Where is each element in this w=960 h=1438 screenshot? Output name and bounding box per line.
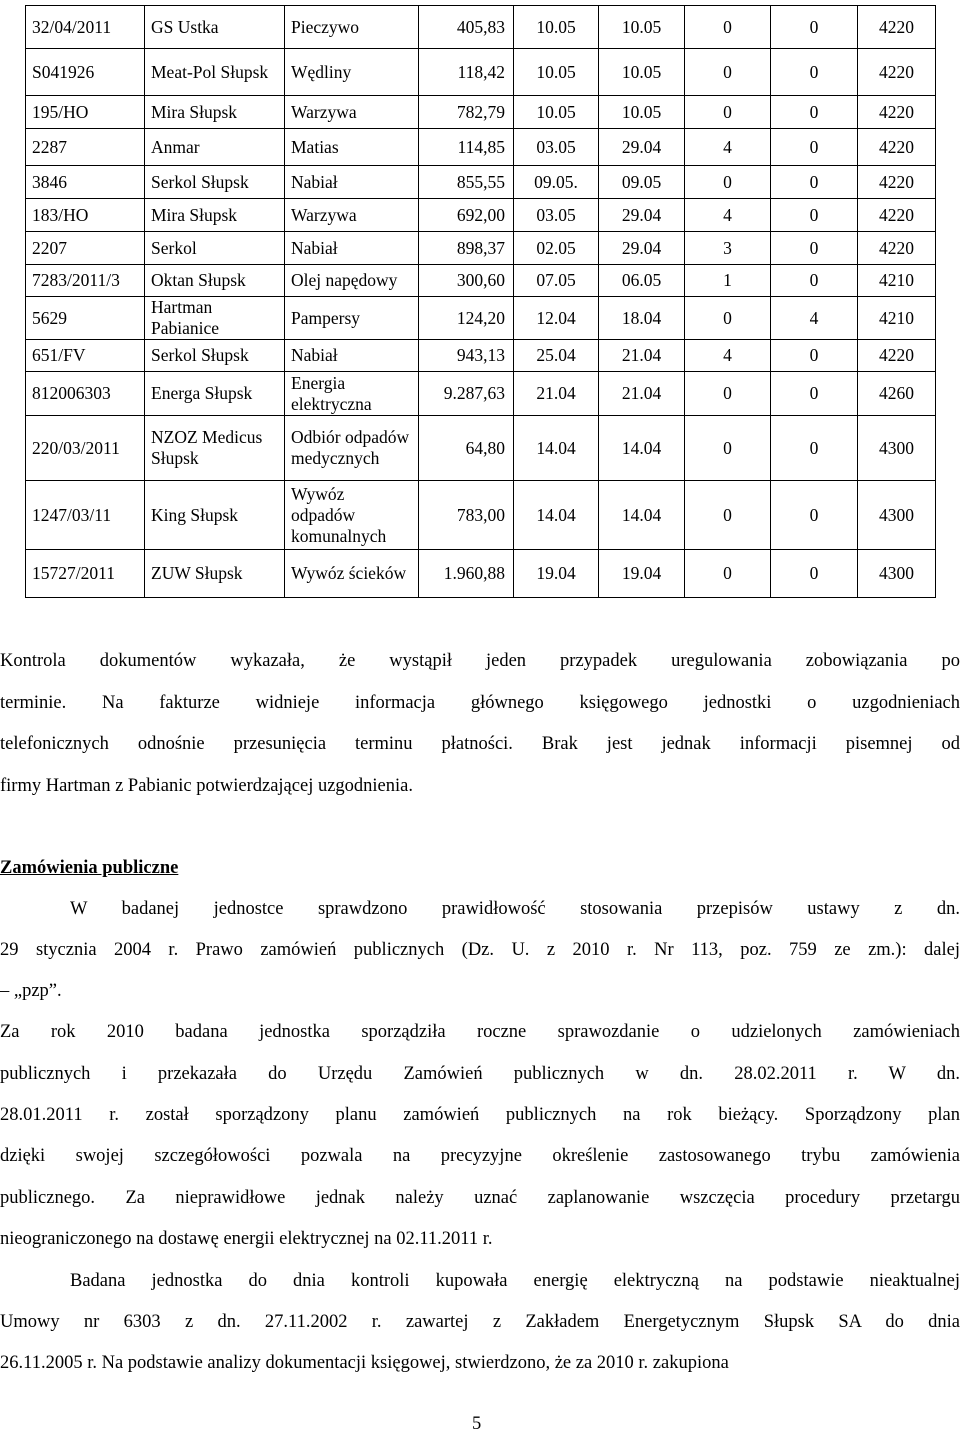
cell-item: Pampersy bbox=[285, 297, 419, 340]
cell-days-early: 0 bbox=[771, 166, 858, 199]
text-line: W badanej jednostce sprawdzono prawidłowość stosowania przepisów ustawy z dn. bbox=[70, 899, 960, 919]
cell-days-early: 0 bbox=[771, 49, 858, 96]
cell-account: 4300 bbox=[858, 481, 936, 550]
cell-days-late: 0 bbox=[685, 166, 771, 199]
cell-days-early: 4 bbox=[771, 297, 858, 340]
cell-amount: 782,79 bbox=[419, 96, 514, 129]
table-row bbox=[26, 340, 936, 372]
cell-invoice-number: 3846 bbox=[26, 166, 145, 199]
cell-amount: 114,85 bbox=[419, 129, 514, 166]
cell-supplier: NZOZ Medicus Słupsk bbox=[145, 416, 285, 481]
cell-supplier: Energa Słupsk bbox=[145, 372, 285, 416]
cell-days-early: 0 bbox=[771, 96, 858, 129]
cell-days-late: 0 bbox=[685, 297, 771, 340]
cell-item: Pieczywo bbox=[285, 6, 419, 49]
cell-amount: 118,42 bbox=[419, 49, 514, 96]
text-line: nieograniczonego na dostawę energii elektrycznej na 02.11.2011 r. bbox=[0, 1229, 493, 1249]
cell-account: 4220 bbox=[858, 129, 936, 166]
cell-account: 4220 bbox=[858, 166, 936, 199]
cell-days-late: 1 bbox=[685, 265, 771, 297]
table-row bbox=[26, 6, 936, 49]
cell-amount: 124,20 bbox=[419, 297, 514, 340]
table-row bbox=[26, 550, 936, 598]
cell-amount: 9.287,63 bbox=[419, 372, 514, 416]
cell-days-early: 0 bbox=[771, 232, 858, 265]
cell-account: 4220 bbox=[858, 49, 936, 96]
cell-invoice-number: 2287 bbox=[26, 129, 145, 166]
table-row bbox=[26, 166, 936, 199]
cell-days-early: 0 bbox=[771, 372, 858, 416]
cell-item: Odbiór odpadów medycznych bbox=[285, 416, 419, 481]
cell-supplier: Anmar bbox=[145, 129, 285, 166]
cell-invoice-number: 812006303 bbox=[26, 372, 145, 416]
cell-item: Nabiał bbox=[285, 340, 419, 372]
cell-due-date: 09.05. bbox=[514, 166, 599, 199]
cell-item: Wywóz odpadów komunalnych bbox=[285, 481, 419, 550]
cell-supplier: Meat-Pol Słupsk bbox=[145, 49, 285, 96]
cell-amount: 300,60 bbox=[419, 265, 514, 297]
cell-days-late: 0 bbox=[685, 49, 771, 96]
text-line: dzięki swojej szczegółowości pozwala na precyzyjne określenie zastosowanego trybu zamówienia bbox=[0, 1146, 960, 1166]
cell-due-date: 02.05 bbox=[514, 232, 599, 265]
cell-invoice-number: 195/HO bbox=[26, 96, 145, 129]
cell-item: Nabiał bbox=[285, 166, 419, 199]
cell-supplier: Serkol Słupsk bbox=[145, 340, 285, 372]
cell-amount: 783,00 bbox=[419, 481, 514, 550]
table-row bbox=[26, 232, 936, 265]
cell-account: 4220 bbox=[858, 340, 936, 372]
cell-days-late: 4 bbox=[685, 199, 771, 232]
text-line: publicznych i przekazała do Urzędu Zamówień publicznych w dn. 28.02.2011 r. W dn. bbox=[0, 1064, 960, 1084]
cell-supplier: Mira Słupsk bbox=[145, 199, 285, 232]
text-line: publicznego. Za nieprawidłowe jednak należy uznać zaplanowanie wszczęcia procedury przetargu bbox=[0, 1188, 960, 1208]
cell-supplier: King Słupsk bbox=[145, 481, 285, 550]
cell-payment-date: 06.05 bbox=[599, 265, 685, 297]
cell-payment-date: 10.05 bbox=[599, 49, 685, 96]
text-line: Badana jednostka do dnia kontroli kupowała energię elektryczną na podstawie nieaktualnej bbox=[70, 1271, 960, 1291]
cell-account: 4300 bbox=[858, 416, 936, 481]
cell-invoice-number: S041926 bbox=[26, 49, 145, 96]
cell-item: Matias bbox=[285, 129, 419, 166]
cell-amount: 692,00 bbox=[419, 199, 514, 232]
page-number: 5 bbox=[472, 1414, 482, 1434]
text-line: Za rok 2010 badana jednostka sporządziła roczne sprawozdanie o udzielonych zamówieniach bbox=[0, 1022, 960, 1042]
cell-payment-date: 29.04 bbox=[599, 129, 685, 166]
text-line: 28.01.2011 r. został sporządzony planu zamówień publicznych na rok bieżący. Sporządzony plan bbox=[0, 1105, 960, 1125]
text-line: firmy Hartman z Pabianic potwierdzającej uzgodnienia. bbox=[0, 776, 413, 796]
cell-days-late: 0 bbox=[685, 550, 771, 598]
cell-due-date: 21.04 bbox=[514, 372, 599, 416]
cell-days-late: 3 bbox=[685, 232, 771, 265]
cell-days-early: 0 bbox=[771, 550, 858, 598]
table-row bbox=[26, 265, 936, 297]
cell-payment-date: 19.04 bbox=[599, 550, 685, 598]
cell-item: Warzywa bbox=[285, 199, 419, 232]
cell-days-late: 0 bbox=[685, 372, 771, 416]
cell-invoice-number: 2207 bbox=[26, 232, 145, 265]
cell-days-early: 0 bbox=[771, 6, 858, 49]
cell-account: 4260 bbox=[858, 372, 936, 416]
cell-payment-date: 14.04 bbox=[599, 416, 685, 481]
cell-due-date: 10.05 bbox=[514, 96, 599, 129]
cell-account: 4220 bbox=[858, 96, 936, 129]
text-line: Umowy nr 6303 z dn. 27.11.2002 r. zawartej z Zakładem Energetycznym Słupsk SA do dnia bbox=[0, 1312, 960, 1332]
cell-due-date: 14.04 bbox=[514, 481, 599, 550]
cell-supplier: Oktan Słupsk bbox=[145, 265, 285, 297]
cell-payment-date: 18.04 bbox=[599, 297, 685, 340]
cell-account: 4220 bbox=[858, 199, 936, 232]
table-row bbox=[26, 49, 936, 96]
text-line: terminie. Na fakturze widnieje informacja głównego księgowego jednostki o uzgodnieniach bbox=[0, 693, 960, 713]
cell-days-early: 0 bbox=[771, 199, 858, 232]
cell-due-date: 10.05 bbox=[514, 49, 599, 96]
cell-days-late: 4 bbox=[685, 340, 771, 372]
cell-item: Olej napędowy bbox=[285, 265, 419, 297]
cell-payment-date: 09.05 bbox=[599, 166, 685, 199]
cell-payment-date: 21.04 bbox=[599, 372, 685, 416]
text-line: telefonicznych odnośnie przesunięcia terminu płatności. Brak jest jednak informacji pisemnej od bbox=[0, 734, 960, 754]
text-line: 29 stycznia 2004 r. Prawo zamówień publicznych (Dz. U. z 2010 r. Nr 113, poz. 759 ze zm.): dalej bbox=[0, 940, 960, 960]
cell-account: 4220 bbox=[858, 232, 936, 265]
cell-amount: 64,80 bbox=[419, 416, 514, 481]
table-row bbox=[26, 481, 936, 550]
cell-account: 4210 bbox=[858, 297, 936, 340]
text-line: 26.11.2005 r. Na podstawie analizy dokumentacji księgowej, stwierdzono, że za 2010 r. zakupiona bbox=[0, 1353, 729, 1373]
cell-account: 4210 bbox=[858, 265, 936, 297]
text-line: – „pzp”. bbox=[0, 981, 62, 1001]
cell-days-early: 0 bbox=[771, 416, 858, 481]
cell-days-early: 0 bbox=[771, 129, 858, 166]
cell-invoice-number: 1247/03/11 bbox=[26, 481, 145, 550]
cell-amount: 898,37 bbox=[419, 232, 514, 265]
table-row bbox=[26, 297, 936, 340]
cell-invoice-number: 5629 bbox=[26, 297, 145, 340]
cell-due-date: 10.05 bbox=[514, 6, 599, 49]
cell-days-late: 0 bbox=[685, 96, 771, 129]
cell-amount: 855,55 bbox=[419, 166, 514, 199]
cell-due-date: 19.04 bbox=[514, 550, 599, 598]
cell-invoice-number: 15727/2011 bbox=[26, 550, 145, 598]
cell-days-late: 0 bbox=[685, 6, 771, 49]
cell-invoice-number: 7283/2011/3 bbox=[26, 265, 145, 297]
cell-item: Wędliny bbox=[285, 49, 419, 96]
cell-due-date: 14.04 bbox=[514, 416, 599, 481]
cell-payment-date: 14.04 bbox=[599, 481, 685, 550]
cell-amount: 1.960,88 bbox=[419, 550, 514, 598]
table-row bbox=[26, 199, 936, 232]
text-line: Kontrola dokumentów wykazała, że wystąpił jeden przypadek uregulowania zobowiązania po bbox=[0, 651, 960, 671]
cell-payment-date: 29.04 bbox=[599, 232, 685, 265]
cell-supplier: Serkol Słupsk bbox=[145, 166, 285, 199]
cell-payment-date: 10.05 bbox=[599, 6, 685, 49]
cell-payment-date: 10.05 bbox=[599, 96, 685, 129]
cell-due-date: 07.05 bbox=[514, 265, 599, 297]
cell-days-late: 0 bbox=[685, 481, 771, 550]
cell-invoice-number: 32/04/2011 bbox=[26, 6, 145, 49]
invoice-table bbox=[25, 5, 936, 598]
cell-supplier: GS Ustka bbox=[145, 6, 285, 49]
table-row bbox=[26, 129, 936, 166]
cell-due-date: 03.05 bbox=[514, 129, 599, 166]
cell-amount: 405,83 bbox=[419, 6, 514, 49]
cell-invoice-number: 651/FV bbox=[26, 340, 145, 372]
cell-supplier: Hartman Pabianice bbox=[145, 297, 285, 340]
cell-payment-date: 29.04 bbox=[599, 199, 685, 232]
cell-invoice-number: 220/03/2011 bbox=[26, 416, 145, 481]
cell-due-date: 12.04 bbox=[514, 297, 599, 340]
cell-supplier: Serkol bbox=[145, 232, 285, 265]
cell-supplier: Mira Słupsk bbox=[145, 96, 285, 129]
cell-days-early: 0 bbox=[771, 481, 858, 550]
cell-days-late: 4 bbox=[685, 129, 771, 166]
cell-due-date: 25.04 bbox=[514, 340, 599, 372]
cell-amount: 943,13 bbox=[419, 340, 514, 372]
cell-account: 4220 bbox=[858, 6, 936, 49]
cell-invoice-number: 183/HO bbox=[26, 199, 145, 232]
cell-account: 4300 bbox=[858, 550, 936, 598]
cell-days-early: 0 bbox=[771, 340, 858, 372]
table-row bbox=[26, 416, 936, 481]
cell-days-late: 0 bbox=[685, 416, 771, 481]
cell-item: Nabiał bbox=[285, 232, 419, 265]
cell-due-date: 03.05 bbox=[514, 199, 599, 232]
cell-item: Energia elektryczna bbox=[285, 372, 419, 416]
table-row bbox=[26, 96, 936, 129]
cell-item: Warzywa bbox=[285, 96, 419, 129]
cell-supplier: ZUW Słupsk bbox=[145, 550, 285, 598]
cell-days-early: 0 bbox=[771, 265, 858, 297]
cell-payment-date: 21.04 bbox=[599, 340, 685, 372]
cell-item: Wywóz ścieków bbox=[285, 550, 419, 598]
section-heading-public-procurement: Zamówienia publiczne bbox=[0, 858, 179, 878]
table-row bbox=[26, 372, 936, 416]
